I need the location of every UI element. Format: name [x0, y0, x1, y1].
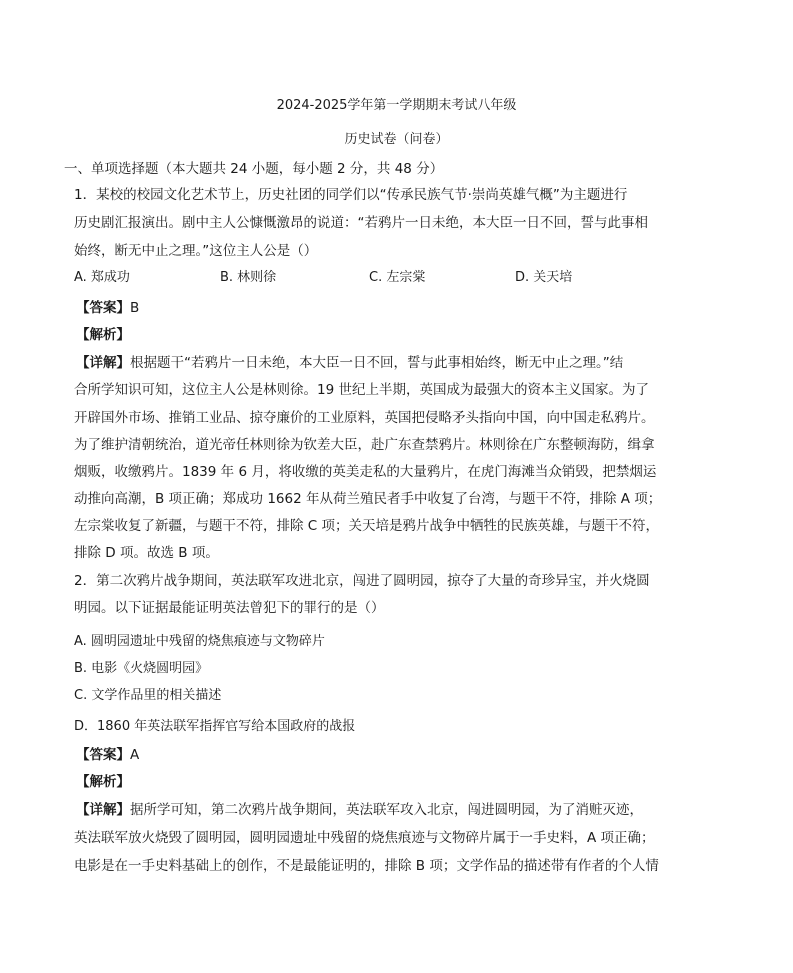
- q2-stem-line: 明园。以下证据最能证明英法曾犯下的罪行的是（）: [74, 600, 385, 616]
- q2-option-a: A. 圆明园遗址中残留的烧焦痕迹与文物碎片: [74, 634, 325, 649]
- q2-option-d: D．1860 年英法联军指挥官写给本国政府的战报: [74, 719, 356, 734]
- q1-stem-line: 1．某校的校园文化艺术节上，历史社团的同学们以“传承民族气节·崇尚英雄气概”为主题进行: [74, 187, 628, 203]
- q1-option-b: B. 林则徐: [220, 270, 277, 285]
- q1-option-a: A. 郑成功: [74, 270, 130, 285]
- q1-detail-line: 为了维护清朝统治，道光帝任林则徐为钦差大臣，赴广东查禁鸦片。林则徐在广东整顿海防，缉拿: [74, 437, 655, 453]
- q1-detail-line: 动推向高潮，B 项正确；郑成功 1662 年从荷兰殖民者手中收复了台湾，与题干不符，排除 A 项；: [74, 491, 662, 507]
- q1-answer: [76, 300, 756, 316]
- q1-stem-line: 历史剧汇报演出。剧中主人公慷慨激昂的说道：“若鸦片一日未绝，本大臣一日不回，誓与此事相: [74, 215, 648, 231]
- q2-option-b: B. 电影《火烧圆明园》: [74, 661, 209, 676]
- q1-analysis-label: 【解析】: [76, 327, 130, 343]
- q1-answer-label: 【答案】: [76, 300, 130, 316]
- q2-detail-line: 电影是在一手史料基础上的创作，不是最能证明的，排除 B 项；文学作品的描述带有作者的个人情: [74, 858, 659, 874]
- exam-title: 2024-2025学年第一学期期末考试八年级: [276, 98, 517, 113]
- q1-option-c: C. 左宗棠: [369, 270, 426, 285]
- q2-answer: [76, 747, 756, 763]
- q1-detail-line: 左宗棠收复了新疆，与题干不符，排除 C 项；关天培是鸦片战争中牺牲的民族英雄，与题干不符，: [74, 518, 660, 534]
- q2-detail-line: [76, 802, 756, 818]
- exam-subtitle: 历史试卷（问卷）: [344, 132, 449, 147]
- q2-option-c: C. 文学作品里的相关描述: [74, 688, 222, 703]
- q1-detail-line: 烟贩，收缴鸦片。1839 年 6 月，将收缴的英美走私的大量鸦片，在虎门海滩当众销毁，把禁烟运: [74, 464, 657, 480]
- q1-detail-line: 合所学知识可知，这位主人公是林则徐。19 世纪上半期，英国成为最强大的资本主义国家。为了: [74, 382, 649, 398]
- section-heading: 一、单项选择题（本大题共 24 小题，每小题 2 分，共 48 分）: [64, 161, 444, 177]
- q1-detail-line: 排除 D 项。故选 B 项。: [74, 545, 219, 561]
- q1-detail-line: [76, 355, 756, 371]
- q1-stem-line: 始终，断无中止之理。”这位主人公是（）: [74, 243, 318, 259]
- q1-detail-text: 根据题干“若鸦片一日未绝，本大臣一日不回，誓与此事相始终，断无中止之理。”结: [130, 355, 624, 371]
- q1-option-d: D. 关天培: [515, 270, 573, 285]
- q2-analysis: [76, 774, 756, 790]
- q2-detail-label: 【详解】: [76, 802, 130, 818]
- q1-answer-value: B: [130, 300, 140, 316]
- q2-answer-label: 【答案】: [76, 747, 130, 763]
- q1-detail-label: 【详解】: [76, 355, 130, 371]
- q2-stem-line: 2．第二次鸦片战争期间，英法联军攻进北京，闯进了圆明园，掠夺了大量的奇珍异宝，并火烧圆: [74, 573, 650, 589]
- q1-analysis: [76, 327, 756, 343]
- q2-analysis-label: 【解析】: [76, 774, 130, 790]
- q2-detail-text: 据所学可知，第二次鸦片战争期间，英法联军攻入北京，闯进圆明园，为了消赃灭迹，: [130, 802, 643, 818]
- q2-answer-value: A: [130, 747, 140, 763]
- q2-detail-line: 英法联军放火烧毁了圆明园，圆明园遗址中残留的烧焦痕迹与文物碎片属于一手史料，A 项正确；: [74, 830, 655, 846]
- q1-detail-line: 开辟国外市场、推销工业品、掠夺廉价的工业原料，英国把侵略矛头指向中国，向中国走私鸦片。: [74, 410, 655, 426]
